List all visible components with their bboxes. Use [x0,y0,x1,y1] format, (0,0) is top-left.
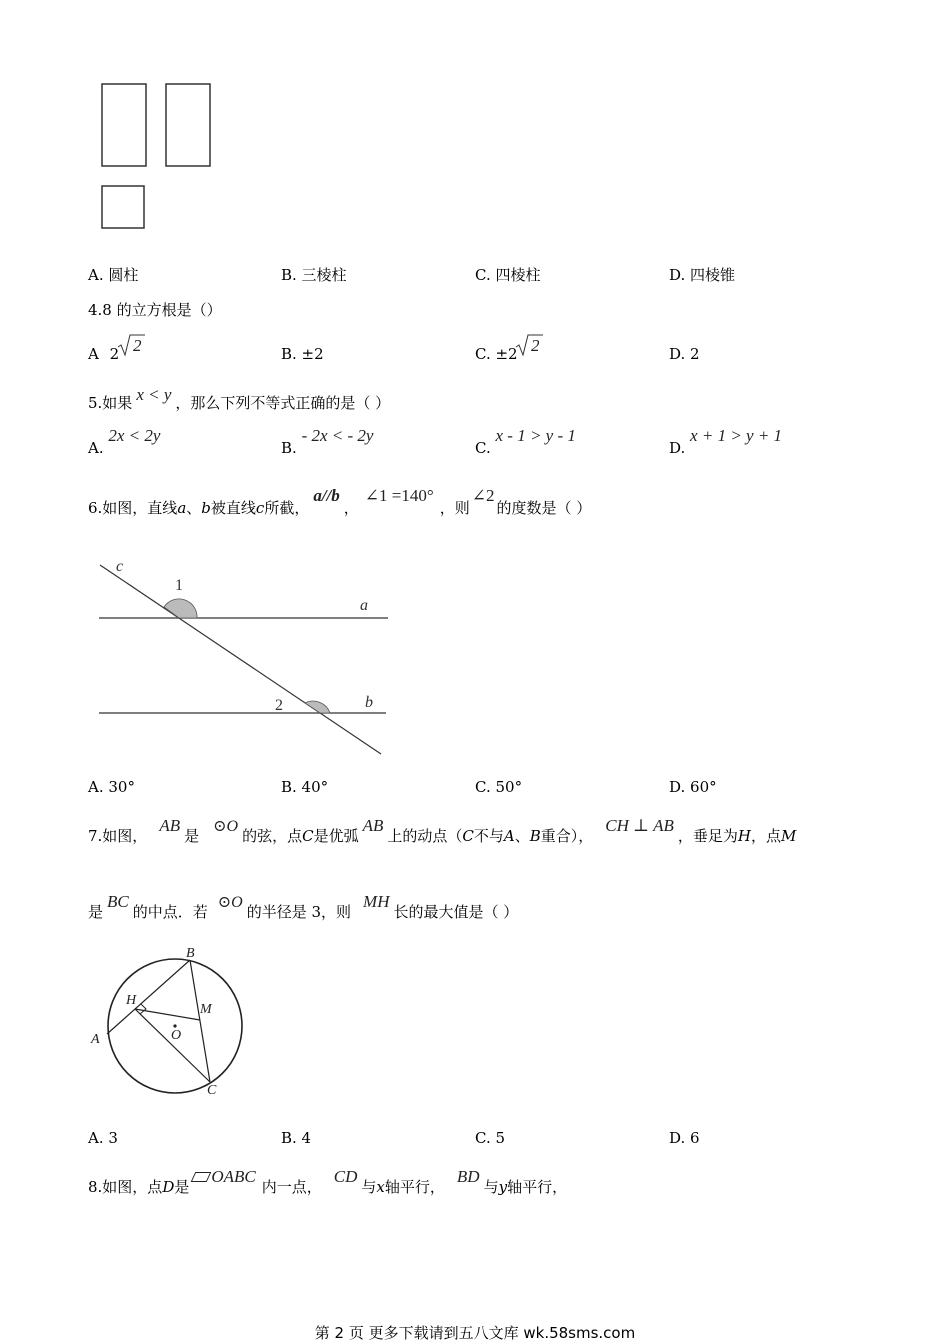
q7-text-is: 是 [184,827,200,845]
q7-text-coincide: 重合）， [540,827,594,845]
q4-option-c-label: C. ±2 [475,345,518,363]
q7-text-max: 长的最大值是（ ） [393,903,519,921]
q7-var-b: B [529,827,541,845]
angle-1-arc [164,599,197,618]
q8-math-bd: BD [456,1167,480,1186]
label-M: M [200,1002,212,1017]
q6-text-cut2: 所截， [264,499,310,517]
side-view-rect [166,84,210,166]
q7-text-moving: 上的动点（ [387,827,463,845]
q7-text-point: ，点 [750,827,781,845]
q8-var-x: x [376,1178,385,1196]
q7-math-circle-o2: ⊙O [217,894,243,911]
q7-option-c: C. 5 [475,1129,506,1147]
q7-prefix: 7.如图， [88,827,148,845]
q6-text-cut: 被直线 [210,499,256,517]
q7-var-m: M [781,827,797,845]
q5-stem-prefix: 5.如果 [88,394,133,412]
q7-math-bc: BC [107,892,129,911]
q8-text-and: 与 [361,1178,377,1196]
q7-stem-line1 [88,816,797,846]
q8-prefix: 8.如图，点 [88,1178,163,1196]
sqrt-symbol-c [514,333,544,357]
q6-text-degree: 的度数是（ ） [496,499,592,517]
parallel-lines-figure [92,555,392,760]
q5-option-b-math: - 2x < - 2y [301,426,374,445]
q5-option-c-label: C. [475,439,491,457]
q7-var-c2: C [462,827,474,845]
q8-stem [88,1167,568,1197]
q3-option-d: D. 四棱锥 [669,266,736,284]
q7-var-h: H [737,827,751,845]
q7-option-d: D. 6 [669,1129,700,1147]
q4-option-b: B. ±2 [281,345,324,363]
q5-option-b [281,426,374,458]
q5-stem [88,385,391,413]
label-A: A [91,1032,100,1047]
q4-stem: 4.8 的立方根是（） [88,301,222,319]
q5-stem-suffix: ，那么下列不等式正确的是（ ） [175,394,391,412]
q5-option-c [475,426,576,458]
q8-math-cd: CD [333,1167,358,1186]
parallelogram-icon [191,1172,212,1182]
q8-math-parallelogram: OABC [211,1167,256,1186]
q6-var-c: c [255,499,265,517]
chord-bc [190,960,210,1082]
q8-text-inside: 内一点， [261,1178,322,1196]
q6-comma: ， [343,499,359,517]
sqrt-radicand-a: 2 [133,336,142,355]
q7-stem-line2 [88,892,519,922]
q6-math-parallel: a//b [313,486,340,505]
q6-option-a: A. 30° [88,778,135,796]
q8-text-and2: 与 [483,1178,499,1196]
circle-figure [86,940,251,1100]
q7-math-perp: CH ⊥ AB [605,816,674,835]
q6-stem-prefix: 6.如图，直线 [88,499,178,517]
q6-math-angle1: ∠1 =140° [364,486,434,505]
q7-text-foot: ，垂足为 [677,827,738,845]
front-view-rect [102,84,146,166]
label-O: O [171,1028,182,1043]
q3-option-b: B. 三棱柱 [281,266,347,284]
q6-var-b: b [201,499,211,517]
q5-option-d-label: D. [669,439,686,457]
label-angle-1: 1 [175,577,183,594]
right-angle-mark [140,1004,146,1014]
q7-math-circle-o: ⊙O [213,818,239,835]
q7-math-ab2: AB [362,816,384,835]
q8-text-is: 是 [174,1178,190,1196]
q7-text-is2: 是 [88,903,104,921]
q7-var-c: C [302,827,314,845]
q6-option-c: C. 50° [475,778,523,796]
q4-option-a-value: 2 [109,345,120,363]
label-c: c [116,558,124,575]
q7-option-b: B. 4 [281,1129,312,1147]
q6-stem [88,486,592,518]
label-H: H [126,993,137,1008]
angle-2-arc [305,701,330,713]
q7-text-chord: 的弦，点 [242,827,303,845]
q7-math-ab: AB [159,816,181,835]
label-angle-2: 2 [275,697,283,714]
sqrt-radicand-c: 2 [531,336,540,355]
q6-option-d: D. 60° [669,778,717,796]
q4-option-a [88,345,119,363]
label-B: B [186,946,195,961]
q7-var-a: A [503,827,515,845]
label-C: C [207,1083,217,1098]
q3-option-c: C. 四棱柱 [475,266,541,284]
q7-text-not: 不与 [473,827,504,845]
three-views-figure [98,80,218,235]
q6-var-a: a [177,499,187,517]
q7-text-major-arc: 是优弧 [313,827,359,845]
q5-option-d [669,426,783,458]
q5-option-d-math: x + 1 > y + 1 [690,426,783,445]
q4-option-d: D. 2 [669,345,700,363]
q6-option-b: B. 40° [281,778,329,796]
q8-var-y: y [498,1178,508,1196]
q8-text-axis-parallel: 轴平行， [384,1178,445,1196]
q7-option-a: A. 3 [88,1129,118,1147]
q5-option-a-math: 2x < 2y [108,426,161,445]
q6-sep: 、 [186,499,202,517]
q5-option-a-label: A. [88,439,104,457]
q5-option-c-math: x - 1 > y - 1 [495,426,576,445]
label-b: b [365,694,373,711]
q5-option-b-label: B. [281,439,297,457]
q7-text-radius: 的半径是 3，则 [246,903,352,921]
top-view-rect [102,186,144,228]
sqrt-symbol-a [116,333,146,357]
q6-text-then: ，则 [439,499,470,517]
q3-option-a: A. 圆柱 [88,266,139,284]
q4-option-a-label: A [88,345,99,363]
q8-text-axis-parallel2: 轴平行， [507,1178,568,1196]
label-a: a [360,597,368,614]
q5-stem-math: x < y [136,385,172,404]
q7-text-midpoint: 的中点．若 [132,903,208,921]
page-footer: 第 2 页 更多下载请到五八文库 wk.58sms.com [314,1324,636,1342]
line-c [100,565,381,754]
q7-text-dun: 、 [514,827,530,845]
q7-math-mh: MH [363,892,390,911]
q8-var-d: D [162,1178,175,1196]
q6-math-angle2: ∠2 [471,486,495,505]
q5-option-a [88,426,161,458]
